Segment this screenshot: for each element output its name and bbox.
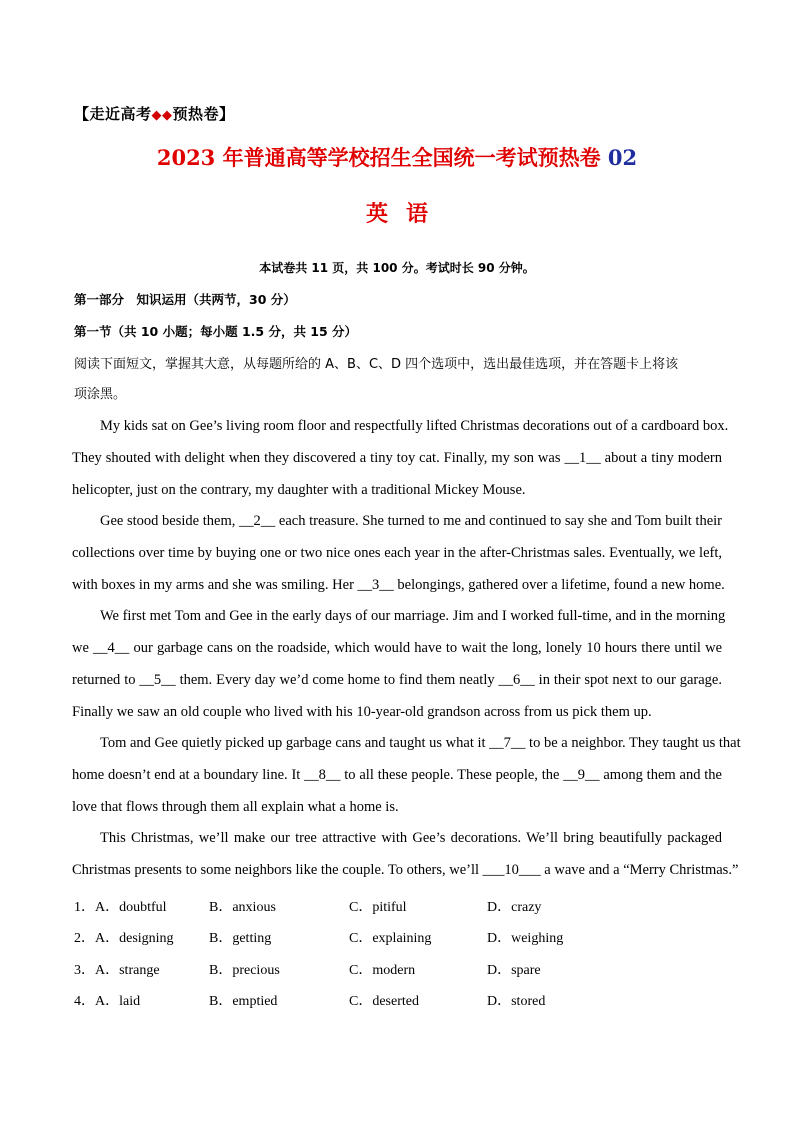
option-b: B．getting	[209, 931, 272, 947]
series-label-right: 预热卷】	[172, 105, 235, 123]
option-a: 2．A．designing	[74, 931, 174, 947]
series-label-left: 【走近高考	[74, 105, 152, 123]
exam-info: 本试卷共 11 页，共 100 分。考试时长 90 分钟。	[259, 261, 535, 275]
passage-line: collections over time by buying one or two nice ones each year in the after-Christmas sales. Eventually, we left,	[72, 545, 722, 561]
passage-paragraph-5	[72, 822, 739, 886]
question-row-2	[74, 922, 734, 954]
passage-line: we __4__ our garbage cans on the roadside, which would have to wait the long, lonely 10 hours there until we	[72, 640, 722, 656]
passage-line: Tom and Gee quietly picked up garbage cans and taught us what it __7__ to be a neighbor. They taught us that	[100, 735, 741, 751]
option-a: 4．A．laid	[74, 994, 141, 1010]
option-b: B．anxious	[209, 899, 276, 915]
question-row-3	[74, 953, 734, 985]
instruction-line-1: 阅读下面短文，掌握其大意，从每题所给的 A、B、C、D 四个选项中，选出最佳选项，并在答题卡上将该	[74, 357, 679, 372]
passage-paragraph-2	[72, 505, 725, 601]
exam-title	[0, 142, 794, 172]
instruction-line-2: 项涂黑。	[74, 387, 127, 402]
passage-paragraph-3	[72, 600, 726, 728]
passage-line: love that flows through them all explain what a home is.	[72, 799, 399, 815]
subsection-heading: 第一节（共 10 小题；每小题 1.5 分，共 15 分）	[74, 324, 358, 339]
series-label	[74, 103, 235, 124]
passage-line: Finally we saw an old couple who lived with his 10-year-old grandson across from us pick them up.	[72, 704, 652, 720]
option-a: 3．A．strange	[74, 962, 160, 978]
passage-paragraph-4	[72, 727, 741, 823]
option-d: D．weighing	[487, 931, 564, 947]
exam-title-number: 02	[607, 145, 638, 170]
question-options	[74, 890, 734, 1016]
diamond-icons: ◆◆	[151, 108, 173, 123]
part-heading: 第一部分 知识运用（共两节，30 分）	[74, 292, 296, 307]
instructions	[74, 350, 724, 410]
option-c: C．pitiful	[349, 899, 407, 915]
passage-paragraph-1	[72, 410, 729, 506]
option-c: C．explaining	[349, 931, 432, 947]
question-row-4	[74, 985, 734, 1017]
passage-line: This Christmas, we’ll make our tree attractive with Gee’s decorations. We’ll bring beautifully packaged	[100, 830, 722, 846]
passage-line: Christmas presents to some neighbors like the couple. To others, we’ll ___10___ a wave and a “Merry Christmas.”	[72, 862, 739, 878]
passage-line: My kids sat on Gee’s living room floor and respectfully lifted Christmas decorations out of a cardboard box.	[100, 418, 729, 434]
option-d: D．stored	[487, 994, 546, 1010]
option-b: B．precious	[209, 962, 280, 978]
passage-line: returned to __5__ them. Every day we’d come home to find them neatly __6__ in their spot next to our garage.	[72, 672, 722, 688]
option-c: C．modern	[349, 962, 416, 978]
option-b: B．emptied	[209, 994, 278, 1010]
passage-line: We first met Tom and Gee in the early days of our marriage. Jim and I worked full-time, and in the morning	[100, 608, 726, 624]
subject-heading: 英语	[365, 202, 446, 227]
option-a: 1．A．doubtful	[74, 899, 167, 915]
passage-line: They shouted with delight when they discovered a tiny toy cat. Finally, my son was __1__ about a tiny modern	[72, 450, 722, 466]
option-d: D．crazy	[487, 899, 542, 915]
exam-title-main: 2023 年普通高等学校招生全国统一考试预热卷	[156, 145, 608, 170]
option-c: C．deserted	[349, 994, 419, 1010]
passage-line: home doesn’t end at a boundary line. It __8__ to all these people. These people, the __9__ among them and the	[72, 767, 722, 783]
passage-line: with boxes in my arms and she was smiling. Her __3__ belongings, gathered over a lifetime, found a new home.	[72, 577, 725, 593]
passage-line: helicopter, just on the contrary, my daughter with a traditional Mickey Mouse.	[72, 482, 526, 498]
passage-line: Gee stood beside them, __2__ each treasure. She turned to me and continued to say she and Tom built their	[100, 513, 722, 529]
option-d: D．spare	[487, 962, 541, 978]
question-row-1	[74, 890, 734, 922]
